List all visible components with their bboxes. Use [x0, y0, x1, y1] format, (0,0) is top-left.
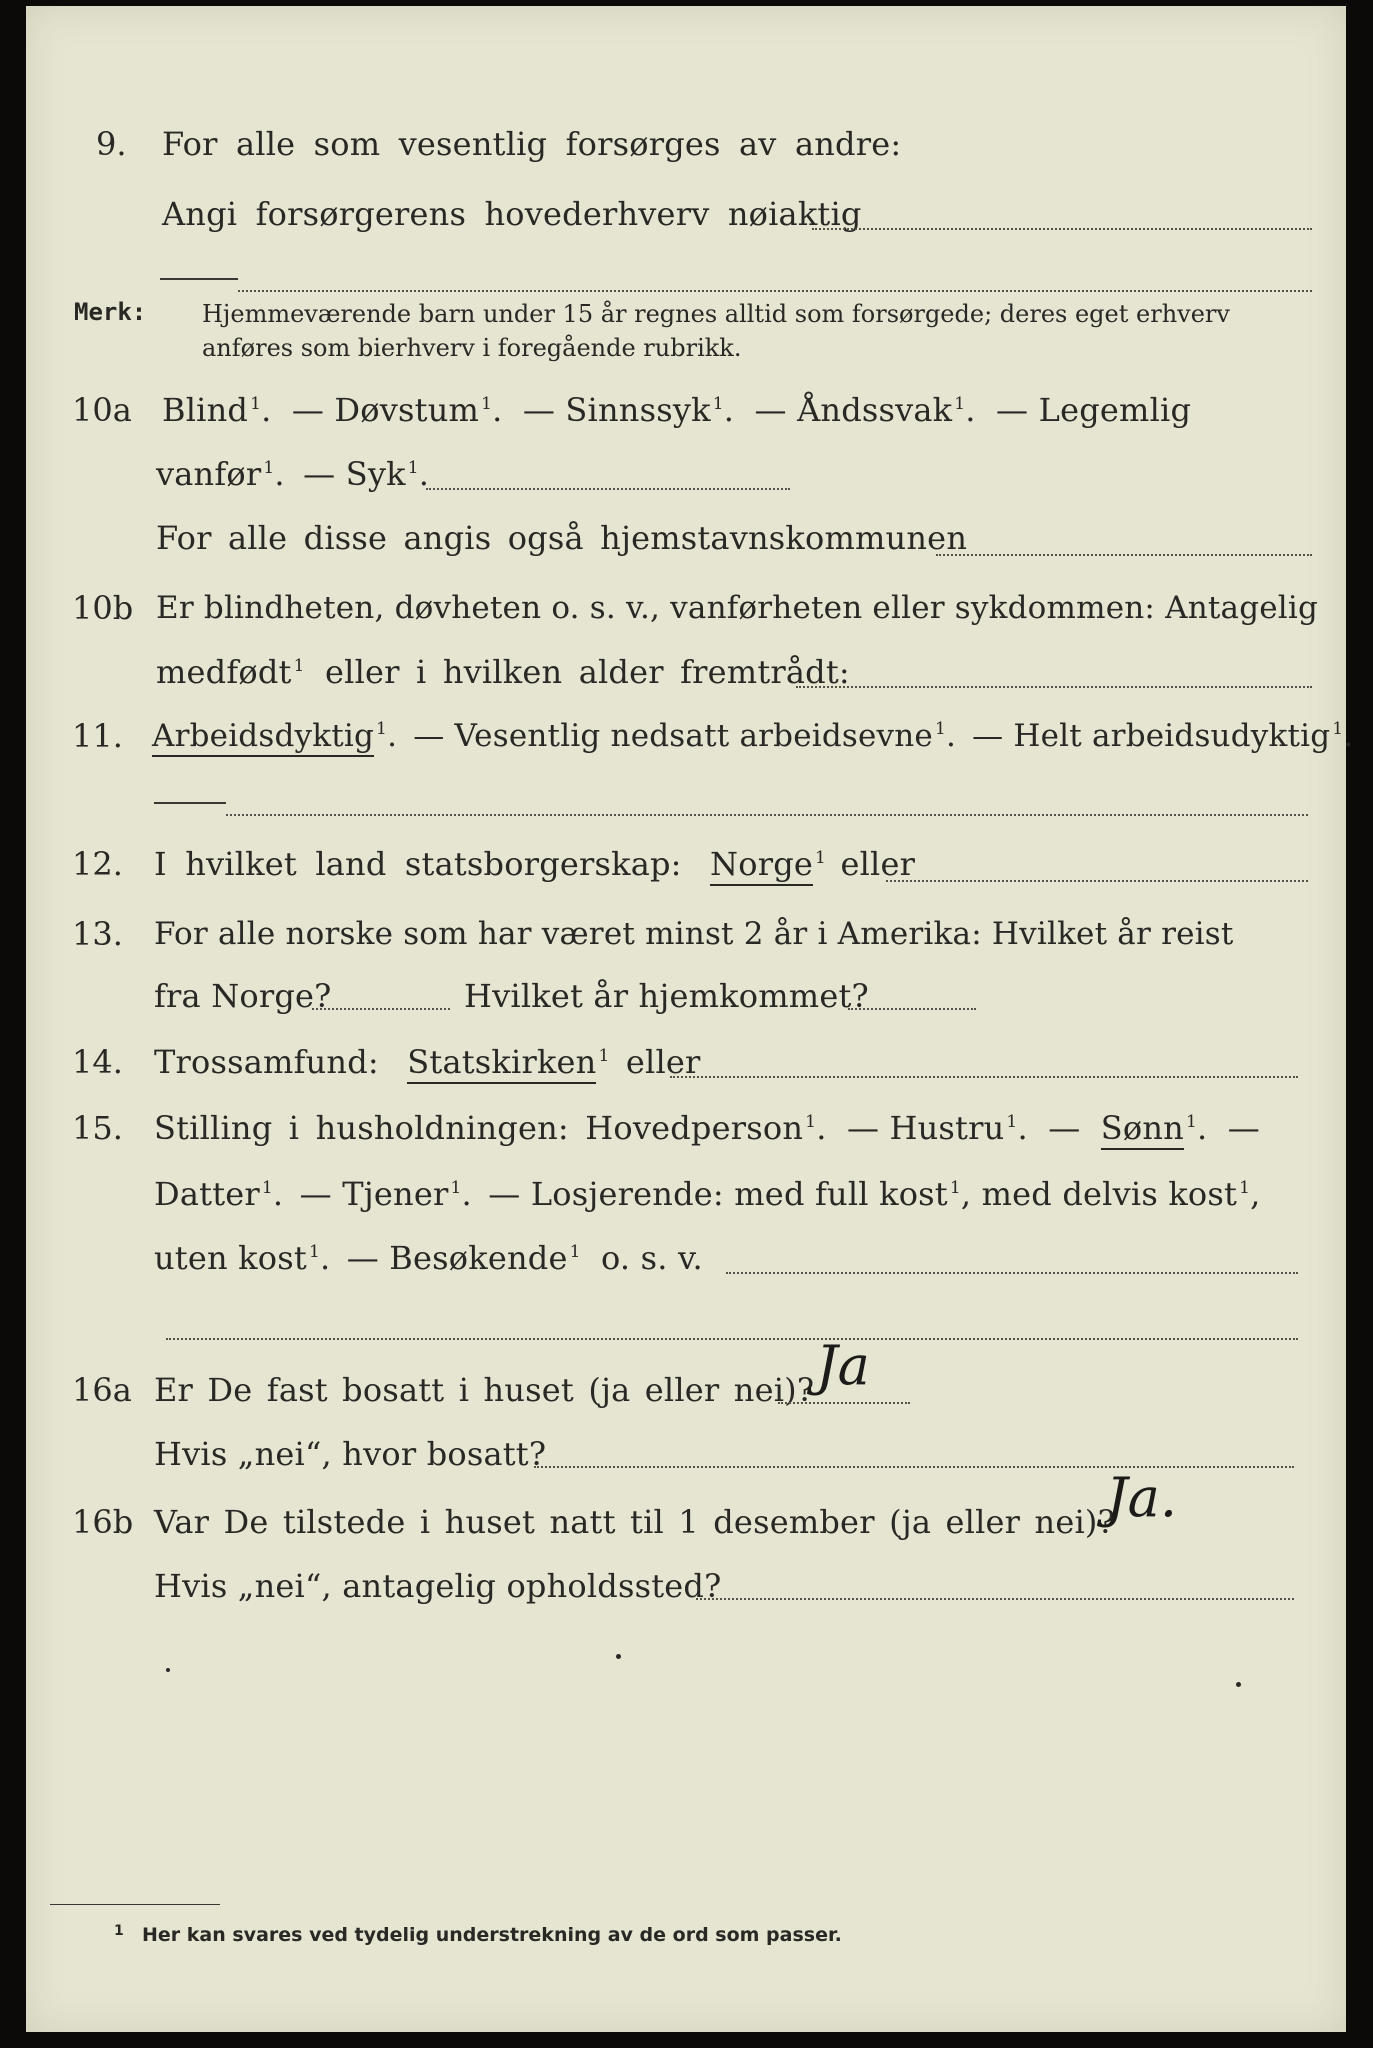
option-tjener[interactable]: — Tjener — [299, 1175, 449, 1213]
option-vanfor[interactable]: vanfør — [156, 455, 262, 493]
q11-answer-line[interactable] — [226, 814, 1308, 816]
q12-number: 12. — [72, 845, 123, 883]
q13-line-1: For alle norske som har været minst 2 år i Amerika: Hvilket år reist — [154, 916, 1234, 952]
q16b-handwritten-answer[interactable]: Ja. — [1106, 1466, 1178, 1529]
option-medfodt[interactable]: medfødt — [156, 653, 292, 691]
option-losjerende-full-kost[interactable]: — Losjerende: med full kost — [488, 1175, 948, 1213]
q10a-home-municipality-label: For alle disse angis også hjemstavnskommunen — [156, 519, 968, 557]
ink-speck — [166, 1668, 170, 1672]
option-arbeidsdyktig-underlined[interactable]: Arbeidsdyktig — [152, 718, 374, 757]
option-legemlig[interactable]: — Legemlig — [996, 391, 1192, 429]
q9-answer-line[interactable] — [812, 228, 1312, 230]
option-andssvak[interactable]: — Åndssvak — [754, 391, 953, 429]
q16b-whereabouts-line[interactable] — [696, 1598, 1294, 1600]
q12-other-country-line[interactable] — [886, 880, 1308, 882]
q10b-line-1: Er blindheten, døvheten o. s. v., vanførheten eller sykdommen: Antagelig — [156, 590, 1319, 626]
footnote-divider — [50, 1904, 220, 1905]
q16b-number: 16b — [72, 1503, 134, 1541]
q15-line-2: Datter $^1$. — Tjener $^1$. — Losjerende: med full kost $^1$, med delvis kost $^1$, — [154, 1175, 1261, 1213]
q11-number: 11. — [72, 717, 123, 755]
q13-returned-line[interactable] — [848, 1008, 976, 1010]
q11-answer-line-start — [154, 802, 226, 804]
q15-line-1: Stilling i husholdningen: Hovedperson $^1$. — Hustru $^1$. — Sønn $^1$. — — [154, 1108, 1260, 1154]
note-label: Merk: — [74, 298, 147, 326]
q15-answer-line[interactable] — [726, 1272, 1298, 1274]
option-vesentlig-nedsatt[interactable]: — Vesentlig nedsatt arbeidsevne — [413, 718, 933, 754]
q16a-number: 16a — [72, 1371, 132, 1409]
option-besokende[interactable]: — Besøkende — [346, 1239, 568, 1277]
option-sinnssyk[interactable]: — Sinnssyk — [522, 391, 711, 429]
option-statskirken-underlined[interactable]: Statskirken — [407, 1043, 596, 1084]
q14-line: Trossamfund: Statskirken $^1$ eller — [154, 1042, 701, 1088]
note-line-2: anføres som bierhverv i foregående rubrikk. — [202, 334, 742, 362]
footnote-text: Her kan svares ved tydelig understrekning av de ord som passer. — [142, 1924, 842, 1946]
option-uten-kost[interactable]: uten kost — [154, 1239, 307, 1277]
q13-number: 13. — [72, 915, 123, 953]
ink-speck — [616, 1654, 621, 1659]
q16a-handwritten-answer[interactable]: Ja — [816, 1334, 870, 1397]
q13-returned-label: Hvilket år hjemkommet? — [464, 977, 869, 1015]
q11-line: Arbeidsdyktig $^1$. — Vesentlig nedsatt arbeidsevne $^1$. — Helt arbeidsudyktig $^1$. — [152, 716, 1353, 761]
q15-answer-line-2[interactable] — [166, 1338, 1298, 1340]
option-datter[interactable]: Datter — [154, 1175, 260, 1213]
q16a-where-line[interactable] — [534, 1466, 1294, 1468]
ink-speck — [1236, 1682, 1241, 1687]
q14-other-faith-line[interactable] — [670, 1076, 1298, 1078]
q10a-line-1: Blind $^1$. — Døvstum $^1$. — Sinnssyk $^1$. — Åndssvak $^1$. — Legemlig — [162, 391, 1192, 429]
option-dovstum[interactable]: — Døvstum — [291, 391, 480, 429]
option-hustru[interactable]: — Hustru — [846, 1109, 1005, 1147]
q12-line: I hvilket land statsborgerskap: Norge $^1$ eller — [154, 844, 915, 890]
note-line-1: Hjemmeværende barn under 15 år regnes alltid som forsørgede; deres eget erhverv — [202, 300, 1230, 328]
q13-left-norway-line[interactable] — [312, 1008, 450, 1010]
option-hovedperson[interactable]: Stilling i husholdningen: Hovedperson — [154, 1109, 804, 1147]
q10b-answer-line[interactable] — [796, 686, 1312, 688]
option-sonn-underlined[interactable]: Sønn — [1101, 1109, 1184, 1150]
q16a-answer-line[interactable] — [778, 1402, 910, 1404]
q10a-syk-answer-line[interactable] — [426, 488, 790, 490]
q16b-question: Var De tilstede i huset natt til 1 desember (ja eller nei)? — [154, 1503, 1115, 1541]
q9-answer-line-2[interactable] — [238, 290, 1312, 292]
q9-question: For alle som vesentlig forsørges av andre: — [162, 125, 902, 163]
q16b-whereabouts-label: Hvis „nei“, antagelig opholdssted? — [154, 1567, 722, 1605]
q16a-question: Er De fast bosatt i huset (ja eller nei)? — [154, 1371, 815, 1409]
option-eller: eller — [840, 845, 916, 883]
q10b-line-2: medfødt $^1$ eller i hvilken alder fremtrådt: — [156, 653, 850, 691]
q16a-where-label: Hvis „nei“, hvor bosatt? — [154, 1435, 547, 1473]
option-blind[interactable]: Blind — [162, 391, 249, 429]
q15-number: 15. — [72, 1109, 123, 1147]
q9-answer-line-2-start — [160, 278, 238, 280]
option-syk[interactable]: — Syk — [303, 455, 406, 493]
footnote-mark: 1 — [114, 1923, 124, 1939]
census-form-page — [26, 6, 1354, 2032]
q10b-number: 10b — [72, 589, 134, 627]
option-delvis-kost[interactable]: , med delvis kost — [960, 1175, 1238, 1213]
option-helt-udyktig[interactable]: — Helt arbeidsudyktig — [972, 718, 1331, 754]
q13-left-norway-label: fra Norge? — [154, 977, 332, 1015]
q10a-number: 10a — [72, 391, 132, 429]
q10a-line-2: vanfør $^1$. — Syk $^1$. — [156, 455, 430, 493]
q9-main-occupation-label: Angi forsørgerens hovederhverv nøiaktig — [162, 195, 862, 233]
q10a-home-municipality-line[interactable] — [936, 554, 1312, 556]
option-norge-underlined[interactable]: Norge — [710, 845, 813, 886]
q9-number: 9. — [96, 125, 127, 163]
q15-line-3: uten kost $^1$. — Besøkende $^1$ o. s. v. — [154, 1239, 703, 1277]
q14-number: 14. — [72, 1043, 123, 1081]
